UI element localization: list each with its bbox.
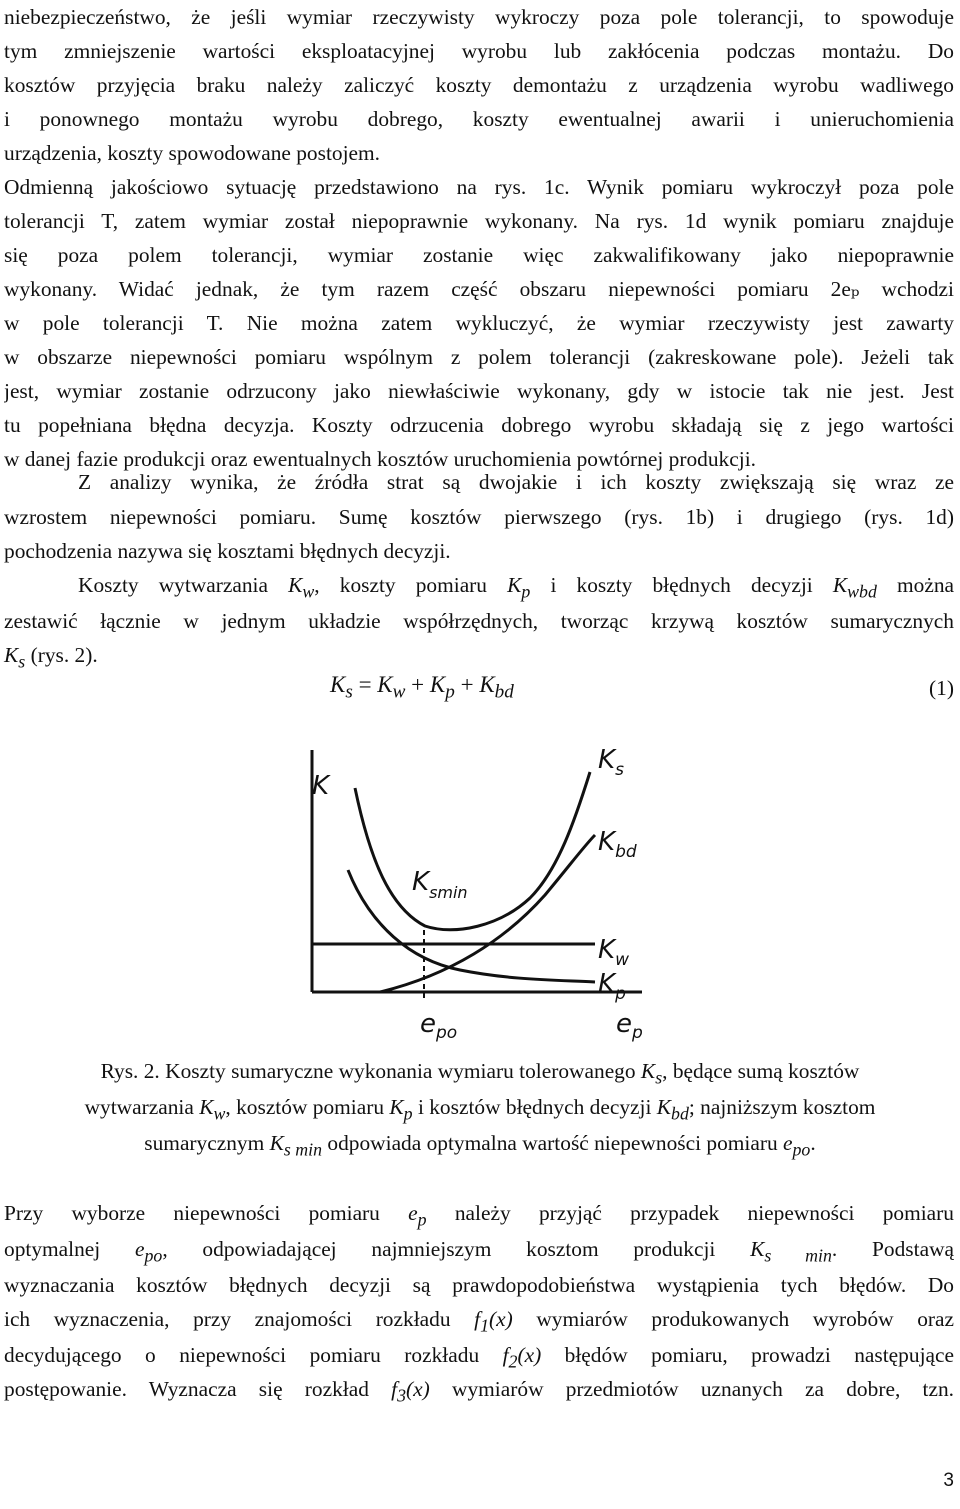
text-line: wykonany. Widać jednak, że tym razem część obszaru niepewności pomiaru 2eₚ wchodzi bbox=[4, 277, 954, 301]
curve-ks bbox=[355, 772, 590, 930]
figure-caption-line: sumarycznym $K_{s min}$ odpowiada optymalna wartość niepewności pomiaru $e_{po}$. bbox=[144, 1131, 816, 1160]
text-run: (rys. 2). bbox=[25, 643, 98, 667]
text-line: kosztów przyjęcia braku należy zaliczyć koszty demontażu z urządzenia wyrobu wadliwego bbox=[4, 73, 954, 97]
text-run: Koszty wytwarzania bbox=[78, 573, 289, 597]
ep-label: $e_p$ bbox=[616, 1009, 643, 1043]
curve-kp bbox=[348, 870, 595, 982]
text-line: jest, wymiar zostanie odrzucony jako niewłaściwie wykonany, gdy w istocie tak nie jest. Jest bbox=[4, 379, 954, 403]
text-line: ich wyznaczenia, przy znajomości rozkładu $f_1(x)$ wymiarów produkowanych wyrobów oraz bbox=[4, 1307, 954, 1336]
text-line: optymalnej $e_{po}$, odpowiadającej najmniejszym kosztom produkcji $K_{s min}$. Podstawą bbox=[4, 1237, 954, 1266]
text-line: i ponownego montażu wyrobu dobrego, koszty ewentualnej awarii i unieruchomienia bbox=[4, 107, 954, 131]
text-run: można bbox=[876, 573, 954, 597]
text-run: i koszty błędnych decyzji bbox=[530, 573, 833, 597]
equation: $K_s = K_w + K_p + K_{bd}$ bbox=[330, 672, 514, 703]
text-line: Odmienną jakościowo sytuację przedstawiono na rys. 1c. Wynik pomiaru wykroczył poza pole bbox=[4, 175, 954, 199]
equation-number: (1) bbox=[929, 676, 954, 700]
text-line: wzrostem niepewności pomiaru. Sumę kosztów pierwszego (rys. 1b) i drugiego (rys. 1d) bbox=[4, 505, 954, 529]
text-line: w pole tolerancji T. Nie można zatem wykluczyć, że wymiar rzeczywisty jest zawarty bbox=[4, 311, 954, 335]
symbol-k-w: $K_w$ bbox=[288, 573, 315, 602]
symbol-k-p: $K_p$ bbox=[507, 573, 531, 602]
symbol-k-wbd: $K_{wbd}$ bbox=[832, 573, 877, 602]
text-line: postępowanie. Wyznacza się rozkład $f_3(x)$ wymiarów przedmiotów uznanych za dobre, tzn. bbox=[4, 1377, 954, 1406]
text-line: Z analizy wynika, że źródła strat są dwojakie i ich koszty zwiększają się wraz ze bbox=[78, 470, 954, 494]
text-line: tu popełniana błędna decyzja. Koszty odrzucenia dobrego wyrobu składają się z jego wartości bbox=[4, 413, 954, 437]
text-line: zestawić łącznie w jednym układzie współrzędnych, tworząc krzywą kosztów sumarycznych bbox=[4, 609, 954, 633]
text-line: urządzenia, koszty spowodowane postojem. bbox=[4, 141, 381, 165]
epo-label: $e_{po}$ bbox=[420, 1009, 458, 1043]
text-line: tolerancji T, zatem wymiar został niepoprawnie wykonany. Na rys. 1d wynik pomiaru znajduje bbox=[4, 209, 954, 233]
text-line: pochodzenia nazywa się kosztami błędnych decyzji. bbox=[4, 539, 451, 563]
ks-label: $K_s$ bbox=[598, 745, 624, 780]
text-line: decydującego o niepewności pomiaru rozkładu $f_2(x)$ błędów pomiaru, prowadzi następujące bbox=[4, 1343, 954, 1372]
text-line: wyznaczania kosztów błędnych decyzji są prawdopodobieństwa wystąpienia tych błędów. Do bbox=[4, 1273, 954, 1297]
text-line: się poza polem tolerancji, wymiar zostanie więc zakwalifikowany jako niepoprawnie bbox=[4, 243, 954, 267]
text-line bbox=[78, 568, 954, 602]
page-number: 3 bbox=[943, 1470, 954, 1491]
ksmin-label: $K_{smin}$ bbox=[412, 867, 468, 902]
symbol-k-s: $K_s$ bbox=[4, 643, 26, 672]
figure-caption-line: Rys. 2. Koszty sumaryczne wykonania wymiaru tolerowanego $K_s$, będące sumą kosztów bbox=[100, 1059, 860, 1088]
text-line: w obszarze niepewności pomiaru wspólnym z polem tolerancji (zakreskowane pole). Jeżeli tak bbox=[4, 345, 954, 369]
text-line: tym zmniejszenie wartości eksploatacyjnej wyrobu lub zakłócenia podczas montażu. Do bbox=[4, 39, 954, 63]
text-line: w danej fazie produkcji oraz ewentualnych kosztów uruchomienia powtórnej produkcji. bbox=[4, 447, 756, 471]
text-line: Przy wyborze niepewności pomiaru $e_p$ należy przyjąć przypadek niepewności pomiaru bbox=[4, 1201, 954, 1230]
y-axis-label: K bbox=[312, 771, 330, 801]
figure-caption-line: wytwarzania $K_w$, kosztów pomiaru $K_p$ i kosztów błędnych decyzji $K_{bd}$; najniższym kosztom bbox=[84, 1095, 876, 1124]
curve-kbd bbox=[380, 835, 595, 992]
kp-label: $K_p$ bbox=[598, 969, 626, 1004]
text-run: , koszty pomiaru bbox=[314, 573, 508, 597]
text-line: niebezpieczeństwo, że jeśli wymiar rzeczywisty wykroczy poza pole tolerancji, to spowoduje bbox=[4, 5, 954, 29]
kw-label: $K_w$ bbox=[598, 935, 629, 970]
cost-figure bbox=[290, 730, 670, 1050]
kbd-label: $K_{bd}$ bbox=[598, 827, 637, 862]
